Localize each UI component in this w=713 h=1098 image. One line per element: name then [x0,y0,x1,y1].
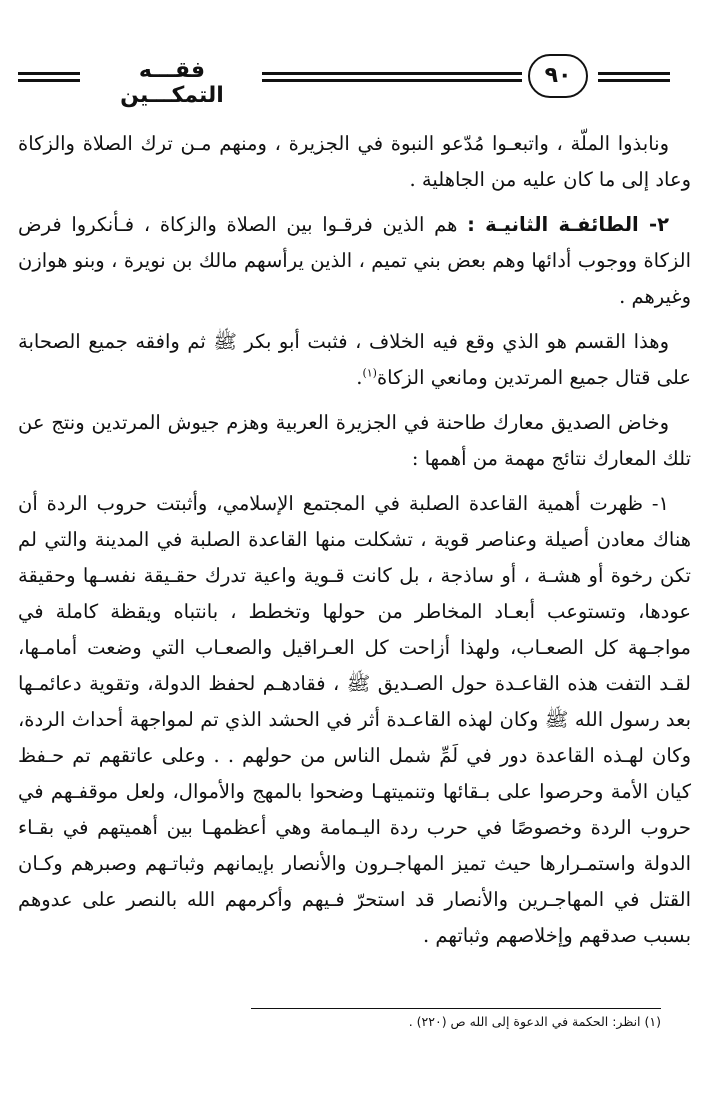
header-rule-middle [262,72,522,75]
paragraph [18,324,691,396]
paragraph: وخاض الصديق معارك طاحنة في الجزيرة العربية وهزم جيوش المرتدين ونتج عن تلك المعارك نتائج مهمة من أهمها : [18,411,691,470]
paragraph: ونابذوا الملّة ، واتبعـوا مُدّعو النبوة في الجزيرة ، ومنهم مـن ترك الصلاة والزكاة وعاد إلى ما كان عليه من الجاهلية . [18,132,691,191]
paragraph-text: هم الذين فرقـوا بين الصلاة والزكاة ، فـأنكروا فرض الزكاة ووجوب أدائها وهم بعض بني تميم ، الذين يرأسهم مالك بن نويرة ، وبنو هوازن وغيرهم . [18,213,691,308]
footnote-reference[interactable]: (١) [362,366,377,380]
paragraph-text: وهذا القسم هو الذي وقع فيه الخلاف ، فثبت أبو بكر ﷺ ثم وافقه جميع الصحابة على قتال جميع المرتدين ومانعي الزكاة [18,330,691,389]
running-title: فقـــه التمكـــين [120,58,224,108]
paragraph-lead: ٢- الطائفـة الثانيـة : [467,213,669,236]
page-header [0,52,713,108]
paragraph: ١- ظهرت أهمية القاعدة الصلبة في المجتمع الإسلامي، وأثبتت حروب الردة أن هناك معادن أصيلة وعناصر قوية ، تشكلت منها القاعدة الصلبة في المدينة والتي لم تكن رخوة أو هشـة ، أو ساذجة ، بل كانت قـوية واعية تدرك حقـيقة نفسـها وحقيقة عودها، وتستوعب أبعـاد المخاطر من حولها وتخطط ، بانتباه ويقظة كاملة في مواجـهة كل الصعـاب، ولهذا أزاحت كل العـراقيل والصعـاب التي وضعت أمامـها، لقـد التفت هذه القاعـدة حول الصـديق ﷺ ، فقادهـم لحفظ الدولة، وتقوية دعائمـها بعد رسول الله ﷺ وكان لهذه القاعـدة أثر في الحشد الذي تم لمواجهة أحداث الردة، وكان لهـذه القاعدة دور في لَمِّ شمل الناس من حولهم . . وعلى عاتقهم تم حـفظ كيان الأمة وحرصوا على بـقائها وتنميتهـا وضحوا بالمهج والأموال، ولعل موقفـهم في حروب الردة وخصوصًا في حرب ردة اليـمامة وهي أعظمهـا بين أهميتهم في بقـاء الدولة واستمـرارها حيث تميز المهاجـرون والأنصار بإيمانهم وثباتـهم وصبرهم وكـان القتل في المهاجـرين والأنصار قد استحرّ فـيهم وأكرمهم الله بالنصر على عدوهم بسبب صدقهم وإخلاصهم وثباتهم . [18,492,691,947]
paragraph-end: . [356,366,363,389]
footnote: (١) انظر: الحكمة في الدعوة إلى الله ص (٢٢٠) . [408,1014,661,1029]
header-rule-left [18,72,80,75]
footnote-divider [251,1008,661,1009]
header-rule-right [598,72,670,75]
paragraph [18,207,691,315]
page-number: ٩٠ [528,54,588,98]
body-text [18,126,691,963]
